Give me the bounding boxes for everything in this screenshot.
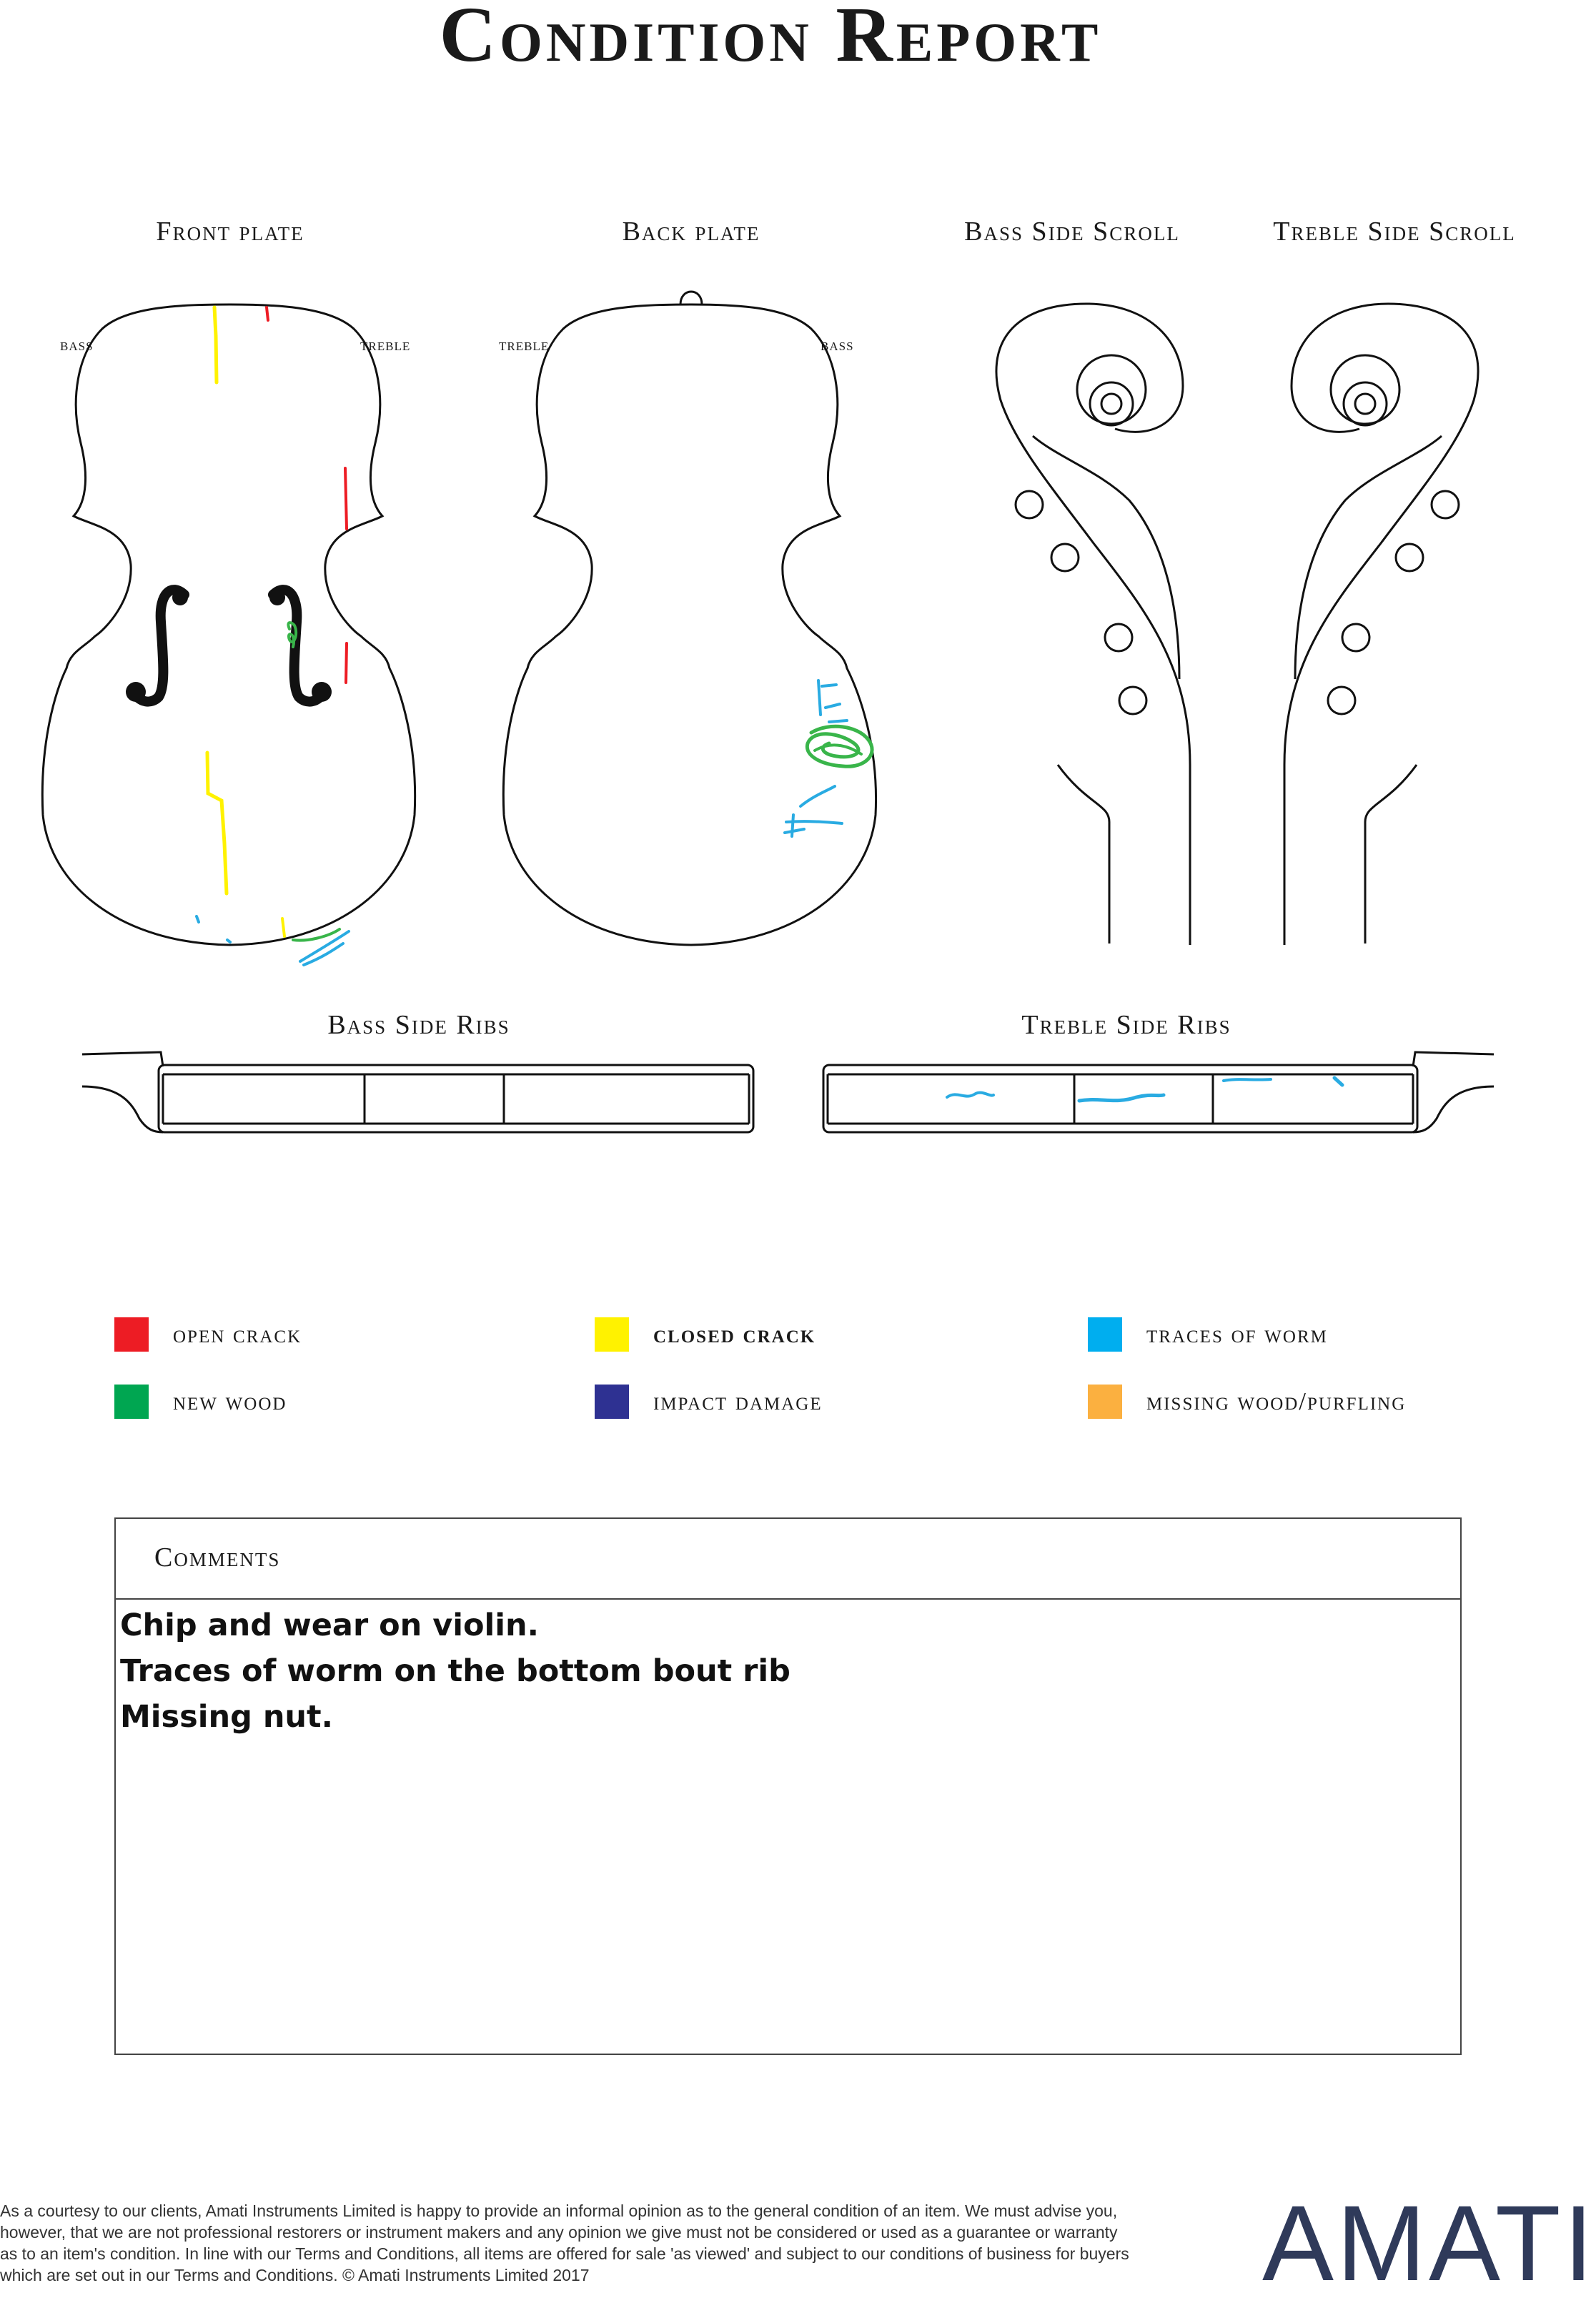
bass-side-ribs-heading: Bass Side Ribs [327, 1010, 510, 1040]
comment-line: Traces of worm on the bottom bout rib [120, 1653, 790, 1689]
front-plate-heading: Front plate [156, 217, 304, 247]
closed-crack-mark [282, 918, 284, 936]
legend-missing-wood [1088, 1385, 1406, 1419]
worm-trace-mark [785, 815, 842, 836]
legend-label: missing wood/purfling [1146, 1387, 1407, 1415]
legend-swatch [114, 1317, 149, 1352]
legend-impact-damage [595, 1385, 823, 1419]
worm-trace-mark [947, 1093, 993, 1097]
page-title: Condition Report [439, 0, 1102, 78]
open-crack-mark [346, 643, 347, 683]
worm-trace-mark [1079, 1095, 1164, 1101]
legend-label: open crack [173, 1320, 302, 1348]
worm-trace-mark [1224, 1079, 1271, 1081]
legend-label: new wood [173, 1387, 287, 1415]
legend-swatch [595, 1385, 629, 1419]
legend-new-wood [114, 1385, 287, 1419]
legend-swatch [1088, 1317, 1122, 1352]
legend-label: traces of worm [1146, 1320, 1328, 1348]
damage-markings [197, 307, 1342, 1101]
treble-side-scroll-heading: Treble Side Scroll [1273, 217, 1516, 247]
worm-trace-mark [1334, 1078, 1342, 1085]
legend-swatch [1088, 1385, 1122, 1419]
amati-logo: AMATI [1262, 2183, 1596, 2303]
front-bass-label: bass [60, 336, 94, 355]
worm-trace-mark [818, 680, 847, 722]
disclaimer-text: As a courtesy to our clients, Amati Instruments Limited is happy to provide an informal opinion as to the general condition of an item. We must advise you, however, that we are not professional restorers or instrument makers and any opinion we give must not be considered or used as a guarantee or warranty as to an item's condition. In line with our Terms and Conditions, all items are offered for sale 'as viewed' and subject to our conditions of business for buyers which are set out in our Terms and Conditions. © Amati Instruments Limited 2017 [0, 2202, 1129, 2284]
back-treble-label: treble [499, 336, 550, 355]
back-plate-outline [503, 304, 876, 945]
legend-swatch [114, 1385, 149, 1419]
bass-side-scroll-heading: Bass Side Scroll [964, 217, 1180, 247]
back-plate-heading: Back plate [622, 217, 760, 247]
comments-box [114, 1517, 1462, 2055]
legend-label: closed crack [653, 1320, 816, 1348]
worm-trace-mark [197, 916, 199, 922]
comments-header [116, 1519, 1460, 1600]
front-treble-label: treble [360, 336, 411, 355]
comment-line: Chip and wear on violin. [120, 1608, 539, 1643]
front-plate-outline [42, 304, 415, 945]
treble-side-ribs-heading: Treble Side Ribs [1021, 1010, 1231, 1040]
comments-body [116, 1600, 1460, 1743]
treble-side-ribs-drawing [823, 1052, 1494, 1132]
worm-trace-mark [801, 786, 835, 806]
closed-crack-mark [207, 753, 227, 893]
legend-closed-crack [595, 1317, 816, 1352]
legend-label: impact damage [653, 1387, 823, 1415]
open-crack-mark [267, 307, 268, 320]
back-button [680, 292, 702, 304]
legend-open-crack [114, 1317, 302, 1352]
comments-title: Comments [154, 1542, 281, 1573]
bass-side-ribs-drawing [82, 1052, 753, 1132]
worm-trace-mark [227, 940, 230, 942]
legend-traces-of-worm [1088, 1317, 1328, 1352]
back-bass-label: bass [821, 336, 854, 355]
legend-swatch [595, 1317, 629, 1352]
treble-scroll-outline [1284, 304, 1478, 945]
bass-scroll-outline [996, 304, 1190, 945]
closed-crack-mark [214, 307, 217, 382]
open-crack-mark [345, 468, 347, 529]
comment-line: Missing nut. [120, 1699, 333, 1735]
